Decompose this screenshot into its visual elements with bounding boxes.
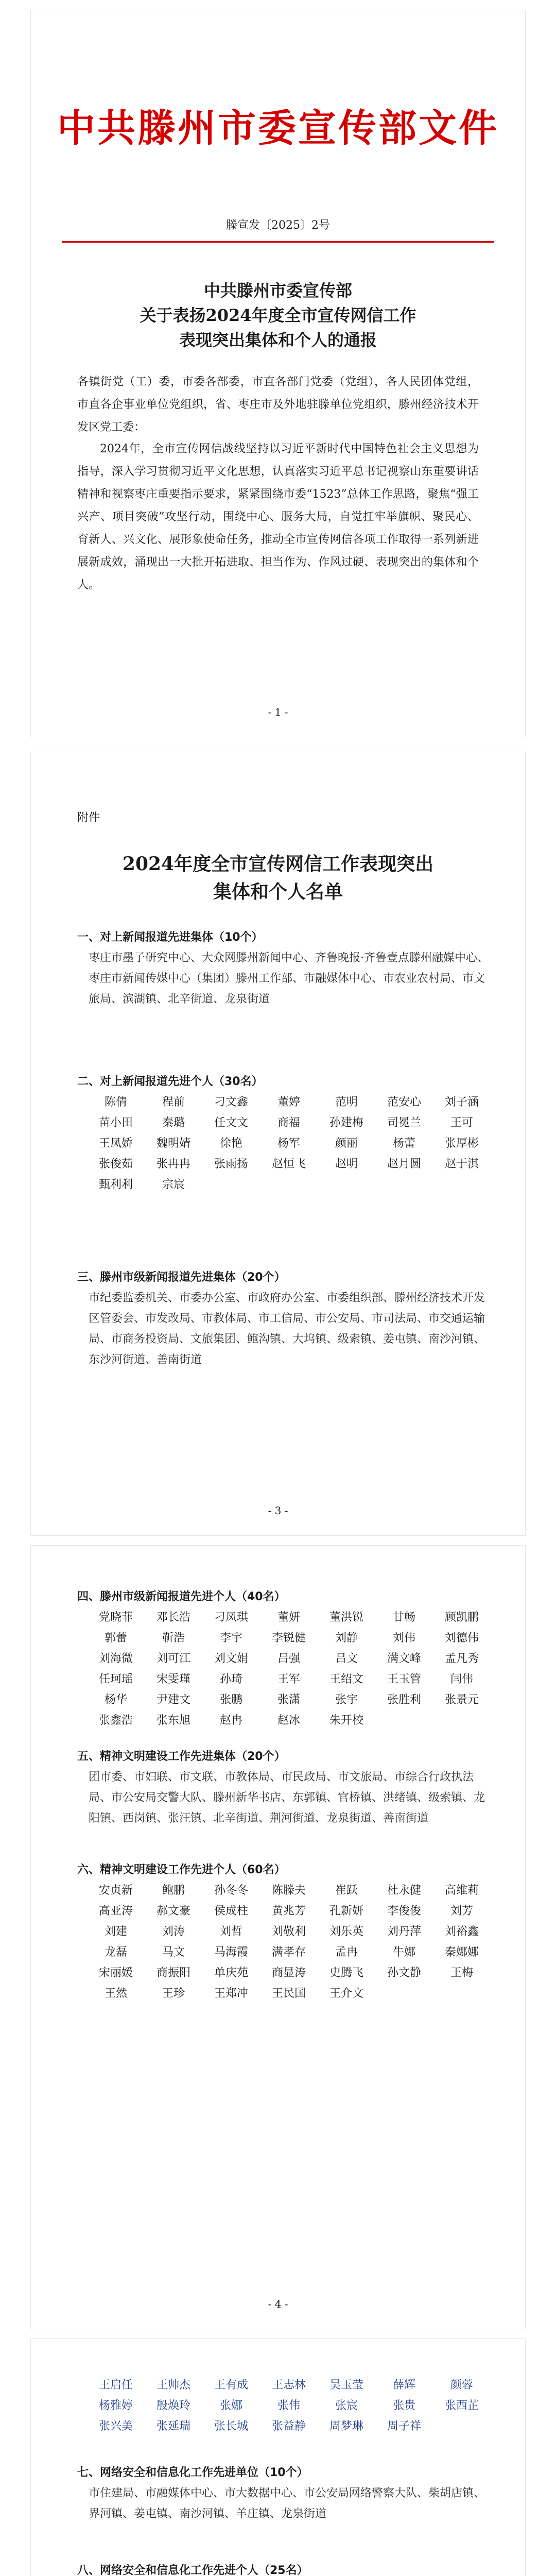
section-8 [77,2561,489,2576]
section-4 [77,1587,489,1731]
person-name: 郭蕾 [104,1632,127,1645]
person-name: 王郑冲 [214,1987,248,2000]
person-name: 单庆苑 [214,1967,248,1979]
person-name: 张雨扬 [214,1158,248,1171]
person-name: 王启任 [98,2379,133,2392]
person-name: 薛辉 [392,2379,415,2392]
person-name: 任文文 [214,1116,248,1129]
person-name: 孙建梅 [329,1116,363,1129]
person-name: 甄利利 [98,1178,133,1191]
title-line: 关于表扬2024年度全市宣传网信工作 [140,306,416,325]
section-title: 六、精神文明建设工作先进个人（60名） [77,1863,286,1876]
person-name: 徐艳 [219,1137,242,1150]
person-name: 董洪锐 [329,1611,363,1624]
document-header: 中共滕州市委宣传部文件 [57,106,499,150]
person-name: 顾凯鹏 [444,1611,479,1624]
page-2 [31,752,525,1535]
person-name: 张厚彬 [444,1137,479,1150]
person-name: 王绍文 [329,1673,363,1686]
person-name: 孟凡秀 [444,1652,479,1665]
person-name: 陈滕夫 [271,1884,306,1897]
red-divider [62,241,494,243]
person-name: 魏明婧 [156,1137,190,1150]
person-name: 张宸 [335,2399,358,2412]
person-name: 侯成柱 [214,1905,248,1918]
section-1 [77,927,489,1010]
section-6 [77,1860,489,2004]
person-name: 鲍鹏 [162,1884,185,1897]
person-name: 孟冉 [335,1946,358,1959]
person-name: 刁凤琪 [214,1611,248,1624]
section-text: 市住建局、市融媒体中心、市大数据中心、市公安局网络警察大队、柴胡店镇、界河镇、姜屯镇、南沙河镇、羊庄镇、龙泉街道 [89,2487,485,2520]
person-name: 吕强 [277,1652,300,1665]
page-1 [31,10,525,737]
person-name: 张冉冉 [156,1158,190,1171]
person-name: 范安心 [387,1096,421,1109]
person-name: 程前 [162,1096,185,1109]
person-name: 杨军 [277,1137,300,1150]
person-name: 张兴美 [98,2420,133,2433]
person-name: 李宇 [219,1632,242,1645]
name-grid [77,1607,489,1731]
person-name: 王志林 [271,2379,306,2392]
section-6-continued [77,2375,489,2437]
person-name: 刘涛 [162,1925,185,1938]
person-name: 王军 [277,1673,300,1686]
person-name: 杨雅婷 [98,2399,133,2412]
person-name: 司冕兰 [387,1116,421,1129]
person-name: 安贞新 [98,1884,133,1897]
person-name: 张宇 [335,1693,358,1706]
person-name: 周子祥 [387,2420,421,2433]
person-name: 王帅杰 [156,2379,190,2392]
person-name: 马海霞 [214,1946,248,1959]
list-title [31,850,525,906]
person-name: 任珂瑶 [98,1673,133,1686]
person-name: 史腾飞 [329,1967,363,1979]
person-name: 杨蕾 [392,1137,415,1150]
person-name: 刘伟 [392,1632,415,1645]
person-name: 宋雯瑾 [156,1673,190,1686]
person-name: 邓长浩 [156,1611,190,1624]
document-number: 滕宣发〔2025〕2号 [226,219,330,232]
person-name: 张长城 [214,2420,248,2433]
person-name: 张鑫浩 [98,1714,133,1727]
person-name: 李锐健 [271,1632,306,1645]
section-title: 七、网络安全和信息化工作先进单位（10个） [77,2466,308,2479]
person-name: 张伟 [277,2399,300,2412]
person-name: 孙琦 [219,1673,242,1686]
title-line: 2024年度全市宣传网信工作表现突出 [122,853,434,875]
person-name: 颜蓉 [450,2379,473,2392]
person-name: 秦璐 [162,1116,185,1129]
attachment-label: 附件 [77,811,100,824]
section-title: 八、网络安全和信息化工作先进个人（25名） [77,2564,308,2576]
person-name: 赵明 [335,1158,358,1171]
person-name: 靳浩 [162,1632,185,1645]
person-name: 满孝存 [271,1946,306,1959]
person-name: 王梅 [450,1967,473,1979]
person-name: 商福 [277,1116,300,1129]
person-name: 秦娜娜 [444,1946,479,1959]
person-name: 朱开校 [329,1714,363,1727]
person-name: 闫伟 [450,1673,473,1686]
person-name: 满文峰 [387,1652,421,1665]
person-name: 高维莉 [444,1884,479,1897]
person-name: 刘静 [335,1632,358,1645]
section-title: 一、对上新闻报道先进集体（10个） [77,931,263,944]
person-name: 赵冉 [219,1714,242,1727]
person-name: 刘丹萍 [387,1925,421,1938]
person-name: 刘乐英 [329,1925,363,1938]
person-name: 宋丽媛 [98,1967,133,1979]
notice-title [31,278,525,352]
person-name: 杨华 [104,1693,127,1706]
person-name: 崔跃 [335,1884,358,1897]
person-name: 刘德伟 [444,1632,479,1645]
section-title: 三、滕州市级新闻报道先进集体（20个） [77,1271,286,1284]
section-text: 枣庄市墨子研究中心、大众网滕州新闻中心、齐鲁晚报·齐鲁壹点滕州融媒中心、枣庄市新闻传媒中心（集团）滕州工作部、市融媒体中心、市农业农村局、市文旅局、滨湖镇、北辛街道、龙泉街道 [89,952,489,1006]
section-title: 四、滕州市级新闻报道先进个人（40名） [77,1590,286,1603]
person-name: 赵恒飞 [271,1158,306,1171]
person-name: 赵冰 [277,1714,300,1727]
person-name: 吴玉莹 [329,2379,363,2392]
person-name: 王可 [450,1116,473,1129]
person-name: 张俊茹 [98,1158,133,1171]
person-name: 党晓菲 [98,1611,133,1624]
person-name: 商振阳 [156,1967,190,1979]
person-name: 张胜利 [387,1693,421,1706]
person-name: 牛娜 [392,1946,415,1959]
person-name: 高亚涛 [98,1905,133,1918]
person-name: 刘芳 [450,1905,473,1918]
name-grid [77,1092,489,1195]
person-name: 吕文 [335,1652,358,1665]
person-name: 王珍 [162,1987,185,2000]
section-5 [77,1747,489,1829]
person-name: 范明 [335,1096,358,1109]
person-name: 李俊俊 [387,1905,421,1918]
person-name: 颜丽 [335,1137,358,1150]
person-name: 董妍 [277,1611,300,1624]
person-name: 张贵 [392,2399,415,2412]
person-name: 张益静 [271,2420,306,2433]
page-number: - 3 - [268,1504,288,1517]
section-3 [77,1267,489,1370]
person-name: 刘文娟 [214,1652,248,1665]
person-name: 黄兆芳 [271,1905,306,1918]
person-name: 孔新妍 [329,1905,363,1918]
section-2 [77,1072,489,1195]
person-name: 孙冬冬 [214,1884,248,1897]
person-name: 张西芷 [444,2399,479,2412]
person-name: 董婷 [277,1096,300,1109]
title-line: 中共滕州市委宣传部 [203,281,352,300]
page-3 [31,1546,525,2329]
section-7 [77,2463,489,2524]
person-name: 赵月圆 [387,1158,421,1171]
person-name: 刁文鑫 [214,1096,248,1109]
person-name: 刘子涵 [444,1096,479,1109]
person-name: 周梦琳 [329,2420,363,2433]
person-name: 刘建 [104,1925,127,1938]
section-text: 团市委、市妇联、市文联、市教体局、市民政局、市文旅局、市综合行政执法局、市公安局交警大队、滕州新华书店、东郭镇、官桥镇、洪绪镇、级索镇、龙阳镇、西岗镇、张汪镇、北辛街道、荆河街道、龙泉街道、善南街道 [89,1771,485,1825]
person-name: 张鹏 [219,1693,242,1706]
body-paragraph: 2024年，全市宣传网信战线坚持以习近平新时代中国特色社会主义思想为指导，深入学习贯彻习近平文化思想，认真落实习近平总书记视察山东重要讲话精神和视察枣庄重要指示要求，紧紧围绕市委“1523”总体工作思路，聚焦“强工兴产、项目突破”攻坚行动，围绕中心、服务大局，自觉扛牢举旗帜、聚民心、育新人、兴文化、展形象使命任务，推动全市宣传网信各项工作取得一系列新进展新成效，涌现出一大批开拓进取、担当作为、作风过硬、表现突出的集体和个人。 [77,443,479,591]
person-name: 陈倩 [104,1096,127,1109]
page-number: - 4 - [268,2298,288,2310]
person-name: 殷焕玲 [156,2399,190,2412]
person-name: 孙文静 [387,1967,421,1979]
page-number: - 1 - [268,706,288,718]
section-text: 市纪委监委机关、市委办公室、市政府办公室、市委组织部、滕州经济技术开发区管委会、市发改局、市教体局、市工信局、市公安局、市司法局、市交通运输局、市商务投资局、文旅集团、鲍沟镇、大坞镇、级索镇、姜屯镇、南沙河镇、东沙河街道、善南街道 [89,1292,485,1366]
person-name: 张延瑞 [156,2420,190,2433]
person-name: 张娜 [219,2399,242,2412]
person-name: 张潇 [277,1693,300,1706]
person-name: 杜永健 [387,1884,421,1897]
title-line: 表现突出集体和个人的通报 [179,330,377,350]
person-name: 张景元 [444,1693,479,1706]
person-name: 刘哲 [219,1925,242,1938]
person-name: 龙磊 [104,1946,127,1959]
person-name: 商显涛 [271,1967,306,1979]
person-name: 王凤娇 [98,1137,133,1150]
person-name: 张东旭 [156,1714,190,1727]
person-name: 王玉管 [387,1673,421,1686]
person-name: 尹建文 [156,1693,190,1706]
name-grid [77,2375,489,2437]
person-name: 苗小田 [98,1116,133,1129]
person-name: 王然 [104,1987,127,2000]
page-4 [31,2339,525,2576]
section-title: 二、对上新闻报道先进个人（30名） [77,1075,263,1088]
person-name: 王有成 [214,2379,248,2392]
title-line: 集体和个人名单 [213,881,343,903]
person-name: 王介文 [329,1987,363,2000]
person-name: 赵于淇 [444,1158,479,1171]
person-name: 甘畅 [392,1611,415,1624]
person-name: 刘可江 [156,1652,190,1665]
section-title: 五、精神文明建设工作先进集体（20个） [77,1750,286,1763]
person-name: 郝文豪 [156,1905,190,1918]
name-grid [77,1880,489,2004]
person-name: 马文 [162,1946,185,1959]
person-name: 宗宸 [162,1178,185,1191]
recipients: 各镇街党（工）委，市委各部委，市直各部门党委（党组），各人民团体党组，市直各企事业单位党组织，省、枣庄市及外地驻滕单位党组织，滕州经济技术开发区党工委： [77,376,479,434]
person-name: 刘裕鑫 [444,1925,479,1938]
person-name: 刘敬利 [271,1925,306,1938]
person-name: 王民国 [271,1987,306,2000]
person-name: 刘海微 [98,1652,133,1665]
